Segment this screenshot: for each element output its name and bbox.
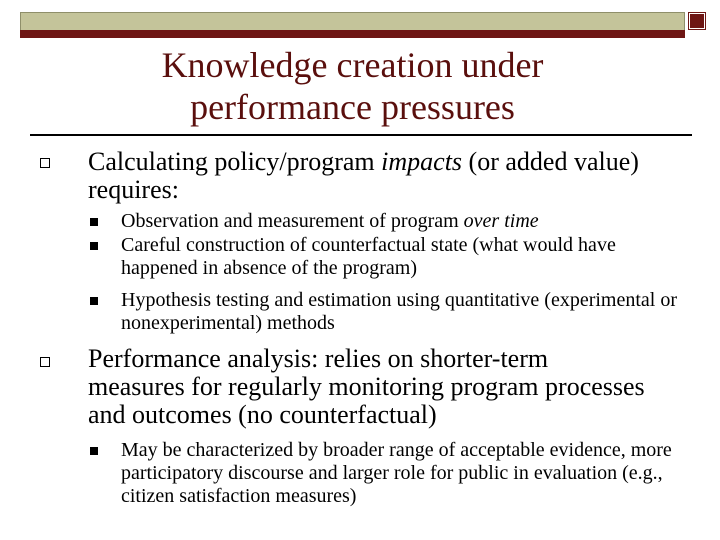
bullet-1-text <box>88 148 688 204</box>
bullet-1-text-end: (or added value) requires: <box>88 147 639 204</box>
filled-square-bullet-icon <box>90 297 98 305</box>
sub-bullet-1-1-text <box>121 210 681 233</box>
sub-bullet-2-1-text: May be characterized by broader range of acceptable evidence, more participatory discourse and larger role for public in evaluation (e.g., citizen satisfaction measures) <box>121 439 672 507</box>
header-decor-band <box>20 30 685 38</box>
slide-title-line-2: performance pressures <box>190 87 515 127</box>
header-decor-square-fill <box>690 14 704 28</box>
hollow-square-bullet-icon <box>40 158 50 168</box>
sub-bullet-1-2-text: Careful construction of counterfactual state (what would have happened in absence of the program) <box>121 234 616 279</box>
filled-square-bullet-icon <box>90 242 98 250</box>
hollow-square-bullet-icon <box>40 357 50 367</box>
sub-bullet-1-1-start: Observation and measurement of program <box>121 210 464 232</box>
filled-square-bullet-icon <box>90 447 98 455</box>
slide-title-line-1: Knowledge creation under <box>161 45 544 85</box>
slide-title <box>40 44 665 128</box>
filled-square-bullet-icon <box>90 218 98 226</box>
title-divider <box>30 134 692 136</box>
bullet-2-text: Performance analysis: relies on shorter-term measures for regularly monitoring program processes and outcomes (no counterfactual) <box>88 344 645 429</box>
bullet-1-emphasis: impacts <box>381 147 463 176</box>
sub-bullet-1-1-emphasis: over time <box>463 210 539 232</box>
sub-bullet-1-3-text: Hypothesis testing and estimation using quantitative (experimental or nonexperimental) methods <box>121 289 677 334</box>
bullet-1-text-start: Calculating policy/program <box>88 147 382 176</box>
